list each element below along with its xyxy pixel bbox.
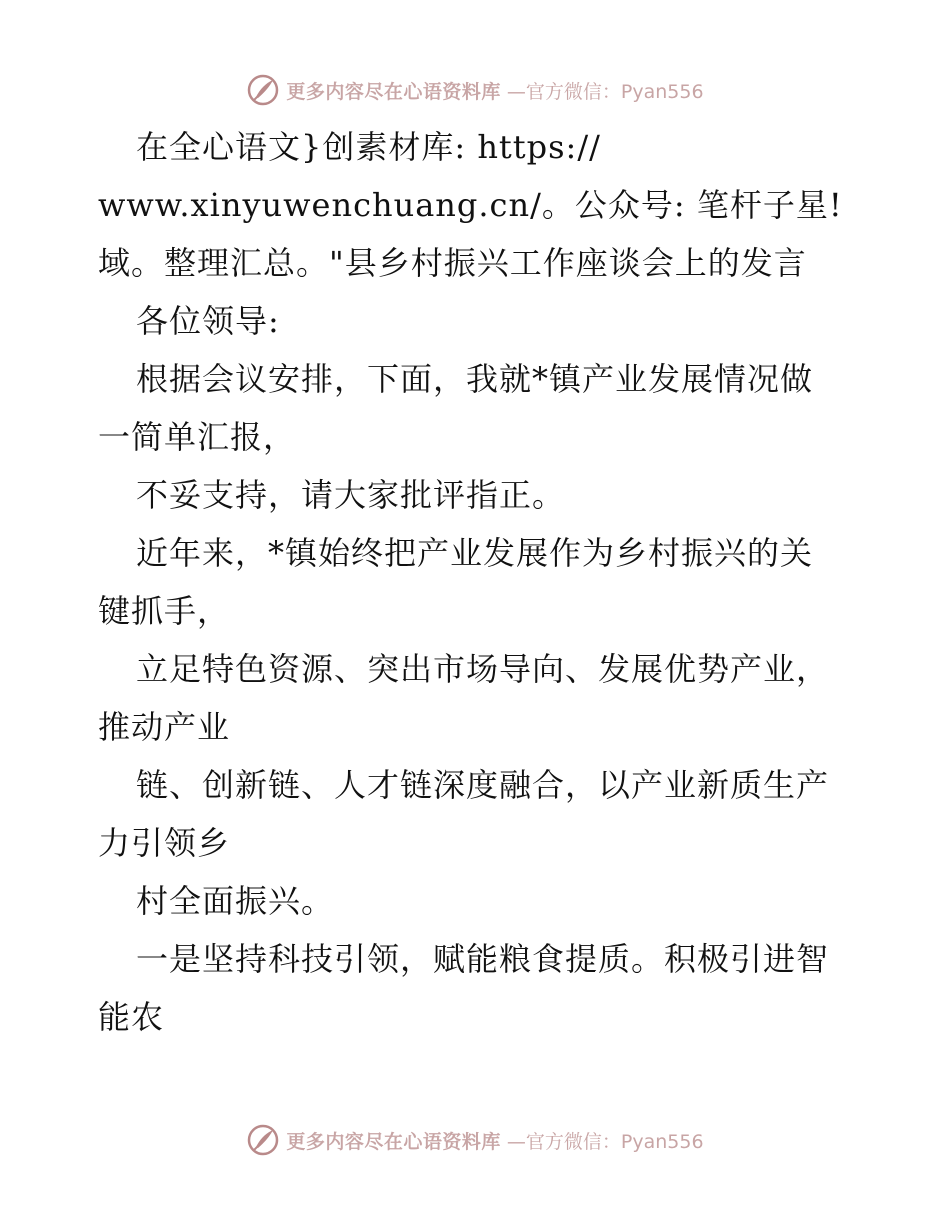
body-line: 力引领乡 (98, 824, 231, 862)
body-line: 一是坚持科技引领，赋能粮食提质。积极引进智 (136, 940, 830, 978)
header-site-text: 更多内容尽在心语资料库 (286, 80, 501, 103)
body-line: 不妥支持，请大家批评指正。 (136, 476, 566, 514)
body-line: 能农 (98, 998, 165, 1036)
quill-seal-icon (246, 73, 280, 107)
body-line: 一简单汇报， (98, 418, 297, 456)
body-line: 域。整理汇总。"县乡村振兴工作座谈会上的发言 (98, 244, 807, 282)
quill-seal-icon (246, 1123, 280, 1157)
body-line: 在全心语文}创素材库: https:// (136, 128, 601, 166)
header-watermark (0, 70, 950, 110)
body-line: 村全面振兴。 (136, 882, 335, 920)
body-line: 根据会议安排，下面，我就*镇产业发展情况做 (136, 360, 814, 398)
header-wechat-text: —官方微信：Pyan556 (506, 80, 704, 103)
body-line: www.xinyuwenchuang.cn/。公众号: 笔杆子星! (98, 186, 843, 224)
body-line: 键抓手， (98, 592, 231, 630)
footer-wechat-text: —官方微信：Pyan556 (506, 1130, 704, 1153)
footer-site-text: 更多内容尽在心语资料库 (286, 1130, 501, 1153)
body-line: 推动产业 (98, 708, 231, 746)
footer-watermark (0, 1120, 950, 1160)
body-line: 各位领导: (136, 302, 280, 340)
body-line: 近年来，*镇始终把产业发展作为乡村振兴的关 (136, 534, 814, 572)
body-line: 链、创新链、人才链深度融合，以产业新质生产 (136, 766, 830, 804)
document-body (98, 118, 858, 1046)
body-line: 立足特色资源、突出市场导向、发展优势产业， (136, 650, 830, 688)
